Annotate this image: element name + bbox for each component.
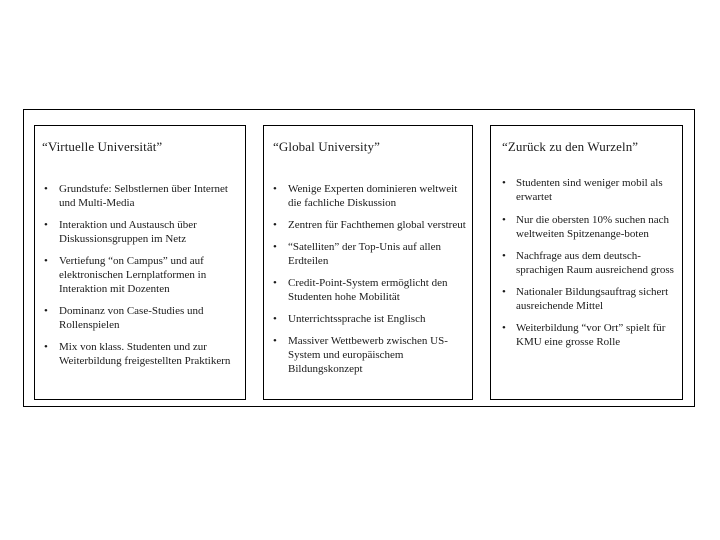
list-item-text: Massiver Wettbewerb zwischen US-System und europäischem Bildungskonzept [288,335,448,375]
column-zurueck-zu-den-wurzeln [490,125,683,400]
list-item [491,176,682,204]
list-item [35,340,245,368]
list-item [264,334,472,376]
bullet-icon: • [502,214,506,226]
bullet-list [264,182,472,384]
bullet-icon: • [502,286,506,298]
list-item-text: Zentren für Fachthemen global verstreut [288,219,466,231]
list-item-text: Vertiefung “on Campus” und auf elektronischen Lernplatformen in Interaktion mit Dozenten [59,255,207,295]
bullet-icon: • [502,177,506,189]
bullet-icon: • [273,183,277,195]
list-item-text: Studenten sind weniger mobil als erwartet [516,177,663,203]
list-item-text: Grundstufe: Selbstlernen über Internet und Multi-Media [59,183,228,209]
list-item [35,218,245,246]
list-item [491,249,682,277]
bullet-icon: • [44,219,48,231]
bullet-icon: • [44,183,48,195]
bullet-icon: • [502,322,506,334]
list-item [35,182,245,210]
bullet-icon: • [273,277,277,289]
bullet-icon: • [44,255,48,267]
bullet-icon: • [273,241,277,253]
bullet-list [35,182,245,376]
list-item-text: Credit-Point-System ermöglicht den Studenten hohe Mobilität [288,277,448,303]
bullet-icon: • [273,335,277,347]
list-item-text: Nationaler Bildungsauftrag sichert ausreichende Mittel [516,286,669,312]
list-item [264,240,472,268]
column-global-university [263,125,473,400]
list-item [264,312,472,326]
list-item-text: Weiterbildung “vor Ort” spielt für KMU eine grosse Rolle [516,322,666,348]
bullet-icon: • [502,250,506,262]
list-item-text: Unterrichtssprache ist Englisch [288,313,426,325]
list-item-text: Dominanz von Case-Studies und Rollenspielen [59,305,204,331]
column-virtuelle-universitaet [34,125,246,400]
list-item [264,218,472,232]
bullet-list [491,176,682,357]
bullet-icon: • [273,219,277,231]
list-item-text: Nur die obersten 10% suchen nach weltweiten Spitzenange-boten [516,214,670,240]
column-title: “Zurück zu den Wurzeln” [502,139,639,154]
column-title: “Global University” [273,139,380,154]
list-item [264,182,472,210]
bullet-icon: • [44,305,48,317]
column-title: “Virtuelle Universität” [42,139,163,154]
list-item-text: Mix von klass. Studenten und zur Weiterbildung freigestellten Praktikern [59,341,231,367]
list-item [35,304,245,332]
list-item-text: Nachfrage aus dem deutsch-sprachigen Raum ausreichend gross [516,250,674,276]
list-item-text: Wenige Experten dominieren weltweit die fachliche Diskussion [288,183,458,209]
bullet-icon: • [273,313,277,325]
list-item-text: “Satelliten” der Top-Unis auf allen Erdteilen [288,241,441,267]
list-item [491,213,682,241]
list-item [264,276,472,304]
list-item-text: Interaktion und Austausch über Diskussionsgruppen im Netz [59,219,197,245]
list-item [35,254,245,296]
list-item [491,285,682,313]
bullet-icon: • [44,341,48,353]
list-item [491,321,682,349]
